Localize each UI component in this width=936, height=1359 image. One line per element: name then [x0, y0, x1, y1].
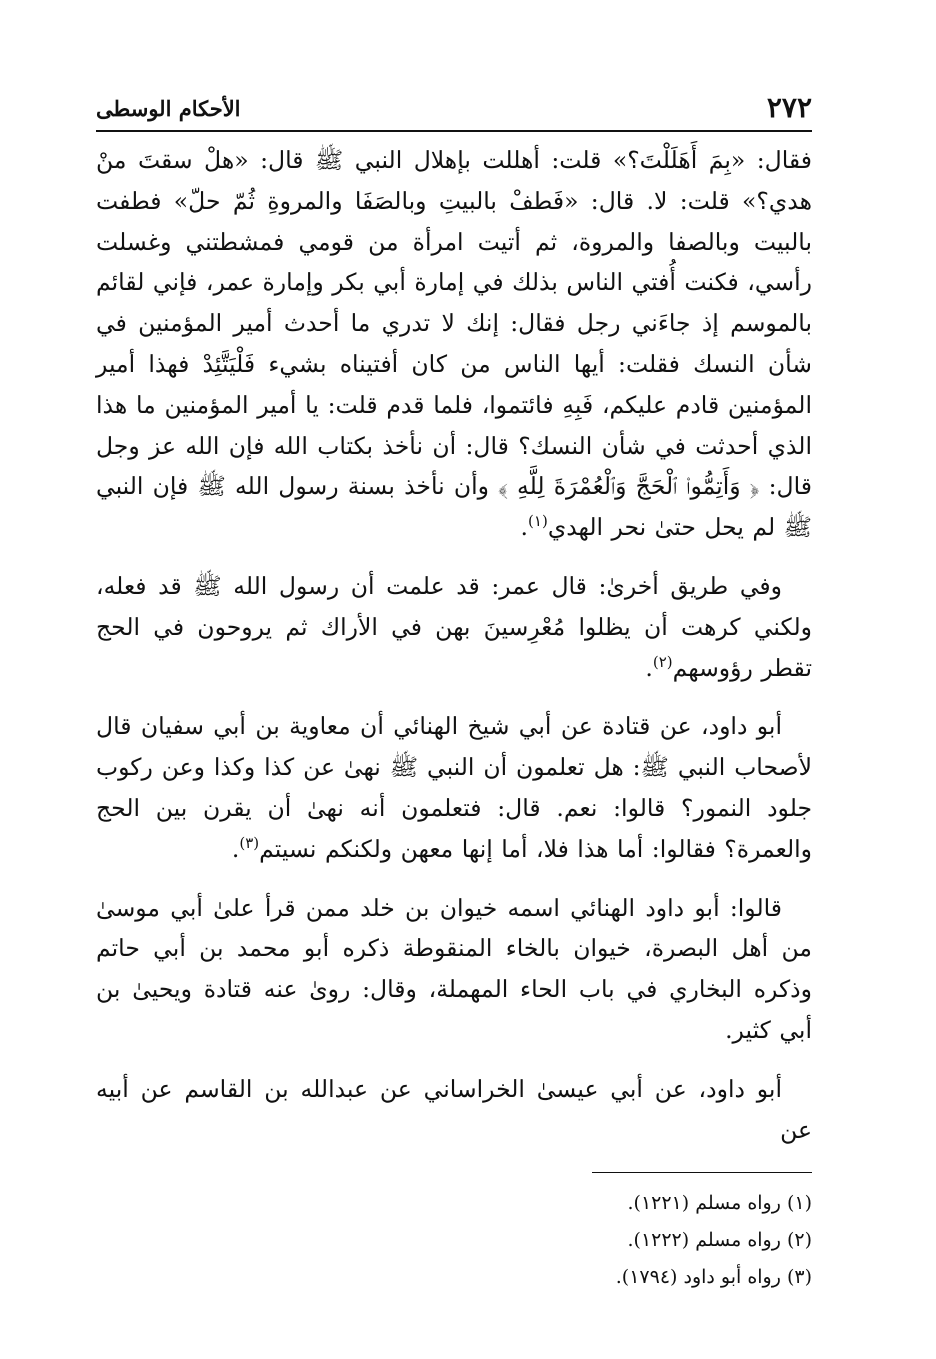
body-text — [96, 140, 812, 1150]
paragraph-text: أبو داود، عن قتادة عن أبي شيخ الهنائي أن معاوية بن أبي سفيان قال لأصحاب النبي ﷺ: هل تعلمون أن النبي ﷺ نهىٰ عن كذا وكذا وعن ركوب جلود النمور؟ قالوا: نعم. قال: فتعلمون أنه نهىٰ أن يقرن بين الحج والعمرة؟ فقالوا: أما هذا فلا، أما إنها معهن ولكنكم نسيتم — [96, 712, 812, 863]
paragraph-end: . — [645, 653, 653, 682]
footnote-ref: (١) — [528, 512, 548, 531]
paragraph-text: قالوا: أبو داود الهنائي اسمه خيوان بن خلد ممن قرأ علىٰ أبي موسىٰ من أهل البصرة، خيوان بالخاء المنقوطة ذكره أبو محمد بن أبي حاتم وذكره البخاري في باب الحاء المهملة، وقال: روىٰ عنه قتادة ويحيىٰ بن أبي كثير. — [96, 893, 812, 1044]
footnote: (٢) رواه مسلم (١٢٢٢). — [627, 1229, 812, 1252]
paragraph-text: أبو داود، عن أبي عيسىٰ الخراساني عن عبدالله بن القاسم عن أبيه عن — [96, 1074, 812, 1144]
paragraph-end: . — [231, 834, 240, 863]
footnote-ref: (٢) — [652, 652, 673, 671]
footnote: (١) رواه مسلم (١٢٢١). — [627, 1192, 812, 1215]
footnote-rule — [592, 1172, 812, 1173]
paragraph — [96, 1069, 812, 1151]
footnote-ref: (٣) — [239, 833, 260, 852]
page-number: ٢٧٢ — [766, 91, 812, 124]
paragraph — [96, 888, 812, 1051]
page-header — [96, 82, 812, 124]
paragraph — [96, 566, 812, 688]
paragraph-end: . — [520, 513, 529, 542]
paragraph-text: فقال: «بِمَ أَهَلَلْتَ؟» قلت: أهللت بإهلال النبي ﷺ قال: «هلْ سقتَ منْ هدي؟» قلت: لا. قال: «فَطفْ بالبيتِ وبالصَفَا والمروةِ ثُمّ حلّ» فطفت بالبيت وبالصفا والمروة، ثم أتيت امرأة من قومي فمشطتني وغسلت رأسي، فكنت أُفتي الناس بذلك في إمارة أبي بكر وإمارة عمر، فإني لقائم بالموسم إذ جاءَني رجل فقال: إنك لا تدري ما أحدث أمير المؤمنين في شأن النسك فقلت: أيها الناس من كان أفتيناه بشيء فَلْيَتَّئِدْ فهذا أمير المؤمنين قادم عليكم، فَبِهِ فائتموا، فلما قدم قلت: يا أمير المؤمنين ما هذا الذي أحدثت في شأن النسك؟ قال: أن نأخذ بكتاب الله فإن الله عز وجل قال: ﴿ وَأَتِمُّوا۟ ٱلْحَجَّ وَٱلْعُمْرَةَ لِلَّهِ ﴾ وأن نأخذ بسنة رسول الله ﷺ فإن النبي ﷺ لم يحل حتىٰ نحر الهدي — [96, 146, 812, 542]
running-title: الأحكام الوسطى — [96, 96, 241, 121]
footnote: (٣) رواه أبو داود (١٧٩٤). — [615, 1266, 812, 1289]
paragraph — [96, 706, 812, 869]
header-rule — [96, 130, 812, 132]
document-page — [96, 82, 812, 1289]
paragraph-text: وفي طريق أخرىٰ: قال عمر: قد علمت أن رسول الله ﷺ قد فعله، ولكني كرهت أن يظلوا مُعْرِسينَ بهن في الأراك ثم يروحون في الحج تقطر رؤوسهم — [96, 571, 812, 682]
footnotes — [96, 1185, 812, 1296]
paragraph — [96, 140, 812, 548]
